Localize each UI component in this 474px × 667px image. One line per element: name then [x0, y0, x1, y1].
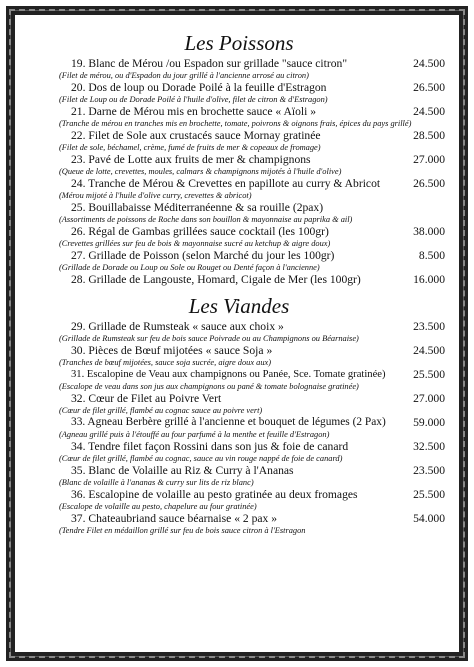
- menu-item-title: 36. Escalopine de volaille au pesto gratinée au deux fromages: [71, 488, 358, 501]
- menu-item-description: (Cœur de filet grillé, flambé au cognac sauce au poivre vert): [59, 406, 263, 415]
- menu-item-title: 21. Darne de Mérou mis en brochette sauce « Aïoli »: [71, 105, 317, 118]
- menu-item-price: 23.500: [413, 320, 445, 333]
- menu-item-price: 27.000: [413, 153, 445, 166]
- menu-item-price: 26.500: [413, 177, 445, 190]
- menu-item-description: (Escalope de volaille au pesto, chapelure au four gratinée): [59, 502, 257, 511]
- menu-item-title: 20. Dos de loup ou Dorade Poilé à la feuille d'Estragon: [71, 81, 327, 94]
- menu-item-price: 32.500: [413, 440, 445, 453]
- section-title: Les Poissons: [184, 31, 294, 55]
- menu-item: [33, 392, 445, 416]
- menu-item-title: 24. Tranche de Mérou & Crevettes en papillote au curry & Abricot: [71, 177, 381, 190]
- menu-item-title: 30. Pièces de Bœuf mijotées « sauce Soja »: [71, 344, 273, 357]
- menu-item-title: 23. Pavé de Lotte aux fruits de mer & champignons: [71, 153, 311, 166]
- menu-item: [33, 201, 445, 225]
- menu-item: [33, 225, 445, 249]
- menu-item-description: (Tendre Filet en médaillon grillé sur feu de bois sauce citron à l'Estragon: [59, 526, 306, 535]
- menu-item-description: (Grillade de Dorade ou Loup ou Sole ou Rouget ou Denté façon à l'ancienne): [59, 263, 320, 272]
- menu-item-price: 28.500: [413, 129, 445, 142]
- menu-item-description: (Cœur de filet grillé, flambé au cognac, sauce au vin rouge nappé de foie de canard): [59, 454, 343, 463]
- menu-item-description: (Blanc de volaille à l'ananas & curry sur lits de riz blanc): [59, 478, 254, 487]
- menu-border-frame: [6, 6, 468, 661]
- menu-item-title: 25. Bouillabaisse Méditerranéenne & sa rouille (2pax): [71, 201, 324, 214]
- menu-item-description: (Agneau grillé puis à l'étouffé au four parfumé à la menthe et feuille d'Estragon): [59, 430, 330, 439]
- menu-item-description: (Filet de Loup ou de Dorade Poilé à l'huile d'olive, filet de citron & d'Estragon): [59, 95, 328, 104]
- menu-item: [33, 273, 445, 286]
- menu-item-description: (Crevettes grillées sur feu de bois & mayonnaise sucré au ketchup & aigre doux): [59, 239, 331, 248]
- menu-item-price: 8.500: [418, 249, 445, 262]
- menu-item-title: 33. Agneau Berbère grillé à l'ancienne et bouquet de légumes (2 Pax): [71, 416, 386, 428]
- section-title: Les Viandes: [188, 294, 290, 318]
- menu-item-title: 31. Escalopine de Veau aux champignons ou Panée, Sce. Tomate gratinée): [71, 369, 386, 380]
- menu-item: [33, 344, 445, 368]
- menu-item: [33, 512, 445, 536]
- menu-item: [33, 488, 445, 512]
- menu-item-title: 26. Régal de Gambas grillées sauce cocktail (les 100gr): [71, 225, 329, 238]
- menu-item: [33, 320, 445, 344]
- menu-item-title: 22. Filet de Sole aux crustacés sauce Mornay gratinée: [71, 129, 321, 142]
- menu-item-description: (Tranche de mérou en tranches mis en brochette, tomate, poivrons & oignons frais, épices du pays grillé): [59, 119, 412, 128]
- menu-item-description: (Mérou mijoté à l'huile d'olive curry, crevettes & abricot): [59, 191, 252, 200]
- menu-item-description: (Grillade de Rumsteak sur feu de bois sauce Poivrade ou au Champignons ou Béarnaise): [59, 334, 359, 343]
- menu-item-price: 23.500: [413, 464, 445, 477]
- menu-item-price: 24.500: [413, 105, 445, 118]
- menu-item: [33, 249, 445, 273]
- menu-item: [33, 129, 445, 153]
- menu-item-description: (Escalope de veau dans son jus aux champignons ou pané & tomate bolognaise gratinée): [59, 382, 359, 391]
- menu-item-description: (Queue de lotte, crevettes, moules, calmars & champignons mijotés à l'huile d'olive): [59, 167, 342, 176]
- menu-item: [33, 440, 445, 464]
- menu-item-price: 25.500: [413, 368, 445, 381]
- menu-item-price: 25.500: [413, 488, 445, 501]
- menu-item-description: (Filet de mérou, ou d'Espadon du jour grillé à l'ancienne arrosé au citron): [59, 71, 309, 80]
- menu-item-description: (Assortiments de poissons de Roche dans son bouillon & mayonnaise au paprika & ail): [59, 215, 353, 224]
- menu-item-price: 26.500: [413, 81, 445, 94]
- menu-item-title: 35. Blanc de Volaille au Riz & Curry à l'Ananas: [71, 464, 294, 477]
- menu-item-title: 27. Grillade de Poisson (selon Marché du jour les 100gr): [71, 249, 335, 262]
- menu-item: [33, 177, 445, 201]
- menu-item-title: 29. Grillade de Rumsteak « sauce aux choix »: [71, 320, 284, 333]
- menu-item-price: 24.500: [413, 344, 445, 357]
- menu-item-price: 38.000: [413, 225, 445, 238]
- menu-item-title: 37. Chateaubriand sauce béarnaise « 2 pax »: [71, 512, 278, 525]
- menu-item-title: 19. Blanc de Mérou /ou Espadon sur grillade "sauce citron": [71, 57, 348, 70]
- menu-item-price: 16.000: [413, 273, 445, 286]
- menu-item-title: 34. Tendre filet façon Rossini dans son jus & foie de canard: [71, 440, 349, 453]
- menu-item: [33, 368, 445, 392]
- menu-item-description: (Filet de sole, béchamel, crème, fumé de fruits de mer & copeaux de fromage): [59, 143, 321, 152]
- menu-item: [33, 464, 445, 488]
- menu-item: [33, 153, 445, 177]
- menu-item-title: 28. Grillade de Langouste, Homard, Cigale de Mer (les 100gr): [71, 273, 361, 286]
- menu-item: [33, 416, 445, 440]
- menu-item-description: (Tranches de bœuf mijotées, sauce soja sucrée, aigre doux aux): [59, 358, 272, 367]
- menu-item-price: 54.000: [413, 512, 445, 525]
- menu-item-title: 32. Cœur de Filet au Poivre Vert: [71, 392, 222, 405]
- menu-item-price: 27.000: [413, 392, 445, 405]
- menu-item: [33, 57, 445, 81]
- menu-page: [33, 31, 445, 640]
- menu-item-price: 59.000: [413, 416, 445, 429]
- menu-item: [33, 81, 445, 105]
- menu-item-price: 24.500: [413, 57, 445, 70]
- menu-item: [33, 105, 445, 129]
